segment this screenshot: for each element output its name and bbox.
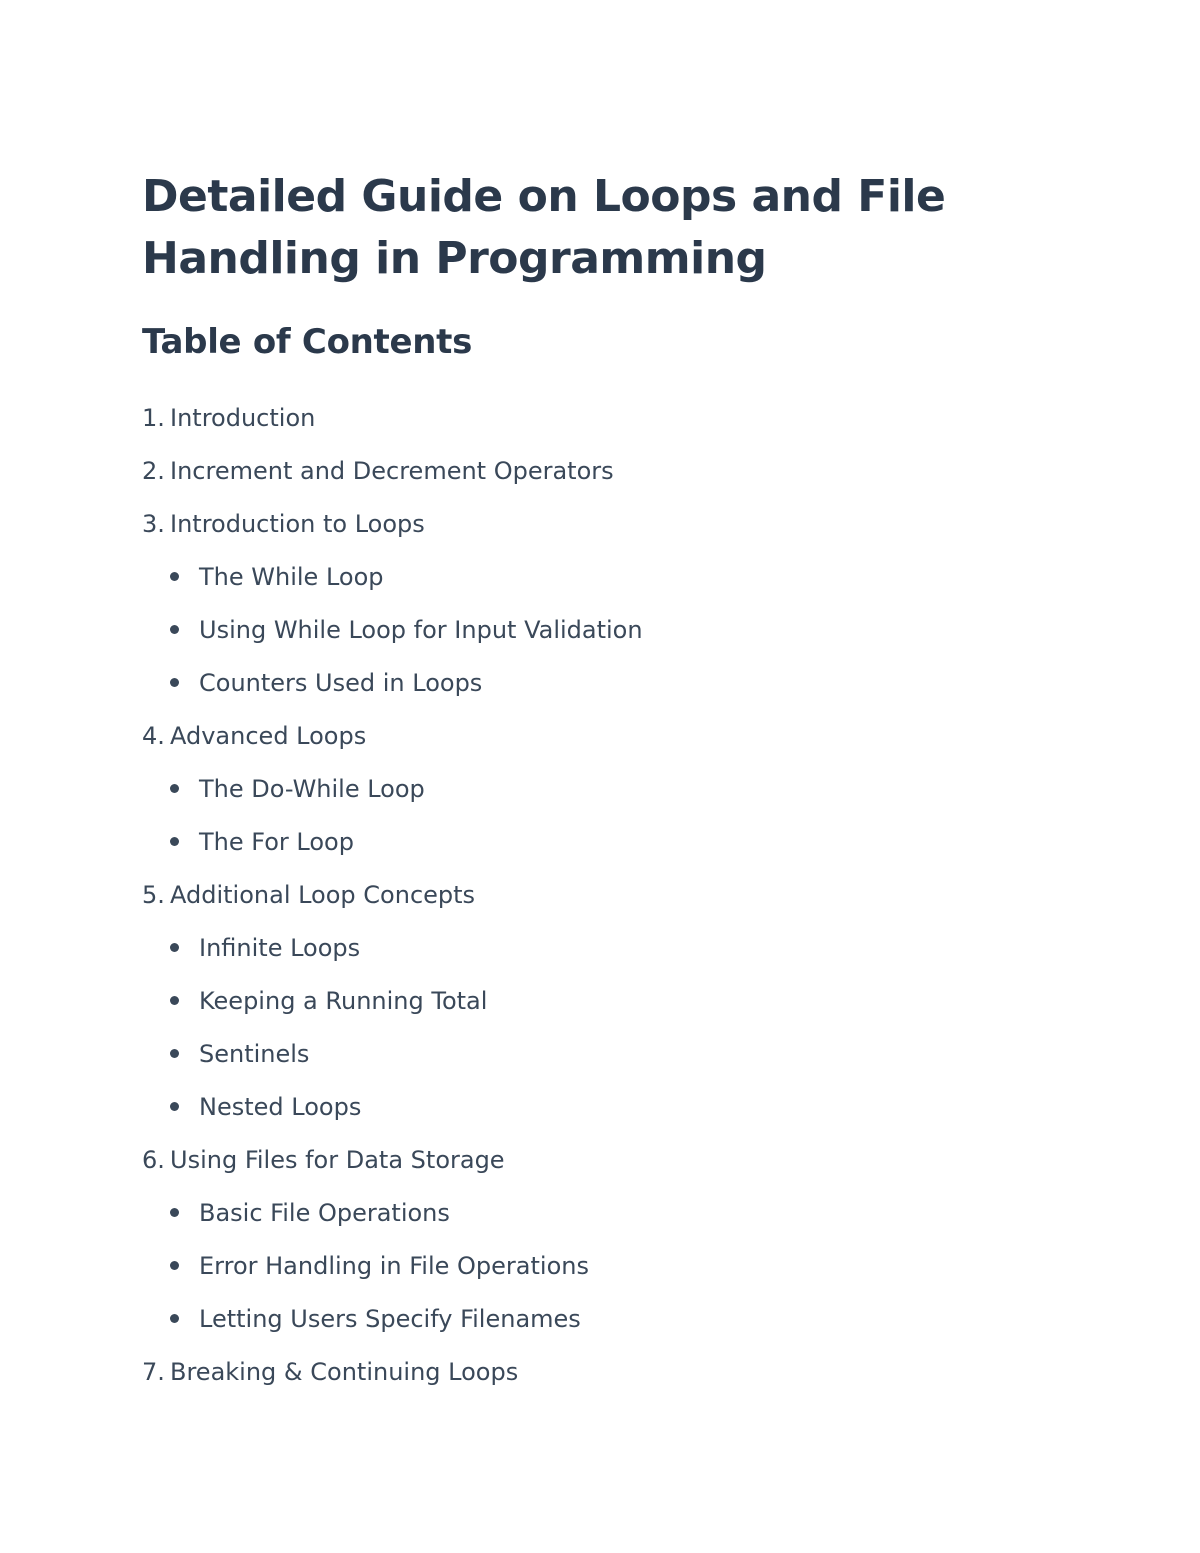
toc-item-number: 3. xyxy=(142,510,165,538)
toc-subitem xyxy=(142,975,1102,1028)
toc-item-number: 6. xyxy=(142,1146,165,1174)
toc-subitem-label: Counters Used in Loops xyxy=(199,669,483,697)
toc-item xyxy=(142,1134,1102,1187)
document-page xyxy=(142,166,1102,1399)
toc-item xyxy=(142,392,1102,445)
toc-subitem-label: The For Loop xyxy=(199,828,354,856)
toc-item-label: Increment and Decrement Operators xyxy=(170,457,614,485)
toc-item xyxy=(142,498,1102,551)
toc-item-label: Using Files for Data Storage xyxy=(170,1146,505,1174)
toc-item xyxy=(142,710,1102,763)
toc-subitem-label: Error Handling in File Operations xyxy=(199,1252,589,1280)
bullet-icon xyxy=(170,1102,179,1111)
toc-item xyxy=(142,445,1102,498)
bullet-icon xyxy=(170,1208,179,1217)
toc-item-number: 4. xyxy=(142,722,165,750)
bullet-icon xyxy=(170,837,179,846)
toc-subitem xyxy=(142,1081,1102,1134)
toc-subitem-label: The Do-While Loop xyxy=(199,775,425,803)
bullet-icon xyxy=(170,1314,179,1323)
toc-subitem-label: Nested Loops xyxy=(199,1093,362,1121)
toc-item-number: 2. xyxy=(142,457,165,485)
bullet-icon xyxy=(170,943,179,952)
toc-subitem xyxy=(142,763,1102,816)
toc-subitem xyxy=(142,816,1102,869)
toc-item xyxy=(142,1346,1102,1399)
toc-heading: Table of Contents xyxy=(142,322,473,362)
toc-item-label: Introduction xyxy=(170,404,316,432)
toc-item-number: 1. xyxy=(142,404,165,432)
toc-item-label: Introduction to Loops xyxy=(170,510,425,538)
bullet-icon xyxy=(170,1049,179,1058)
toc-item-label: Breaking & Continuing Loops xyxy=(170,1358,519,1386)
toc-subitem-label: Sentinels xyxy=(199,1040,310,1068)
toc-subitem-label: Basic File Operations xyxy=(199,1199,450,1227)
toc-subitem xyxy=(142,1187,1102,1240)
toc-item-label: Advanced Loops xyxy=(170,722,367,750)
toc-subitem xyxy=(142,657,1102,710)
bullet-icon xyxy=(170,784,179,793)
toc-subitem xyxy=(142,1240,1102,1293)
toc-subitem-label: Infinite Loops xyxy=(199,934,361,962)
table-of-contents xyxy=(142,392,1102,1399)
toc-subitem-label: Using While Loop for Input Validation xyxy=(199,616,643,644)
toc-subitem-label: The While Loop xyxy=(199,563,384,591)
toc-item-number: 5. xyxy=(142,881,165,909)
bullet-icon xyxy=(170,625,179,634)
toc-subitem xyxy=(142,551,1102,604)
bullet-icon xyxy=(170,572,179,581)
document-title-line-1: Detailed Guide on Loops and File xyxy=(142,171,946,222)
toc-item xyxy=(142,869,1102,922)
document-title-line-2: Handling in Programming xyxy=(142,233,767,284)
toc-subitem-label: Letting Users Specify Filenames xyxy=(199,1305,581,1333)
document-title xyxy=(142,166,1102,290)
toc-subitem xyxy=(142,1028,1102,1081)
bullet-icon xyxy=(170,996,179,1005)
toc-subitem xyxy=(142,922,1102,975)
bullet-icon xyxy=(170,1261,179,1270)
toc-subitem xyxy=(142,604,1102,657)
toc-item-number: 7. xyxy=(142,1358,165,1386)
toc-subitem xyxy=(142,1293,1102,1346)
bullet-icon xyxy=(170,678,179,687)
toc-subitem-label: Keeping a Running Total xyxy=(199,987,488,1015)
toc-item-label: Additional Loop Concepts xyxy=(170,881,476,909)
